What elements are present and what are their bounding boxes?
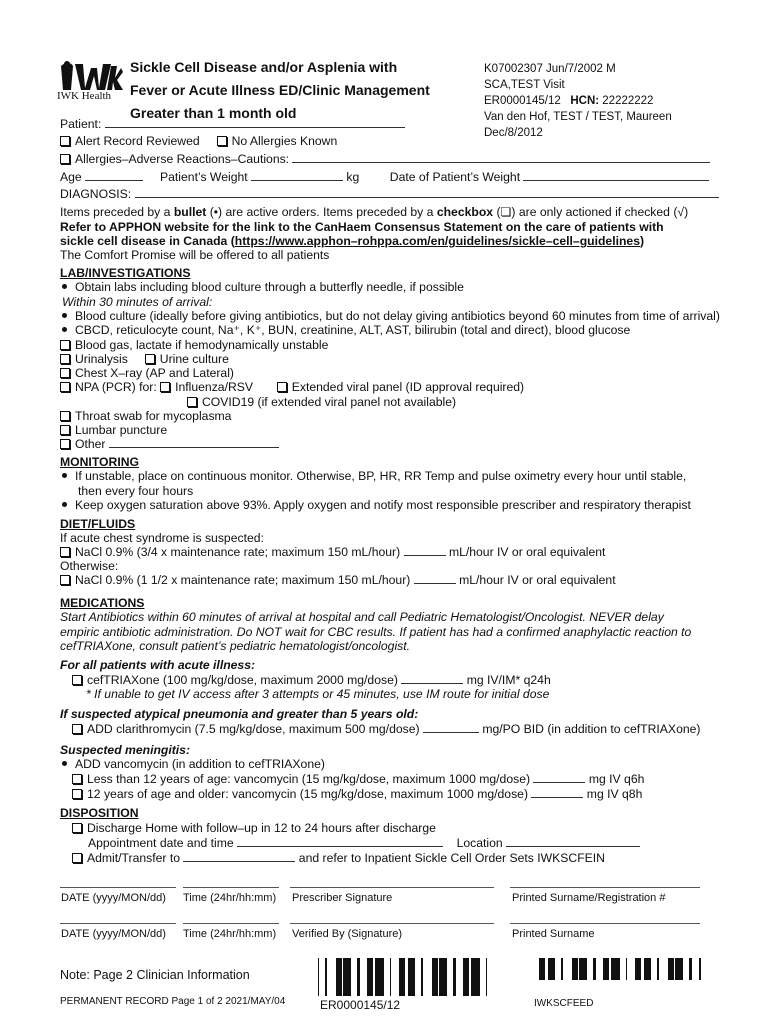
patient-label-line3	[484, 93, 672, 109]
time-label: Time (24hr/hh:mm)	[183, 928, 277, 940]
age-line[interactable]	[85, 170, 143, 181]
lab-item	[60, 280, 464, 295]
permanent-record-label: PERMANENT RECORD Page 1 of 2 2021/MAY/04	[60, 996, 286, 1007]
urine-culture-checkbox[interactable]	[145, 354, 155, 364]
bullet-icon	[62, 502, 67, 507]
nacl-other-rate-line[interactable]	[414, 573, 456, 584]
weight-date-label: Date of Patient’s Weight	[389, 170, 521, 184]
throat-swab-checkbox[interactable]	[60, 411, 70, 421]
medication-text: ADD vancomycin (in addition to cefTRIAXone)	[75, 757, 325, 771]
visit-barcode-icon	[318, 958, 490, 996]
time-signature-line[interactable]	[183, 887, 279, 888]
monitoring-item-cont: then every four hours	[78, 484, 194, 498]
influenza-checkbox[interactable]	[160, 382, 170, 392]
disposition-heading: DISPOSITION	[60, 806, 139, 820]
lab-item-text: NPA (PCR) for:	[75, 380, 157, 394]
monitoring-heading: MONITORING	[60, 455, 139, 469]
disposition-text: Admit/Transfer to	[87, 851, 181, 865]
lab-item-text: Blood culture (ideally before giving antibiotics, but do not delay giving antibiotics beyond 60 minutes from time of arrival)	[75, 309, 720, 323]
no-allergies-checkbox[interactable]	[217, 136, 227, 146]
medication-note: * If unable to get IV access after 3 attempts or 45 minutes, use IM route for initial dose	[86, 687, 550, 701]
alert-row	[60, 134, 337, 149]
bullet-icon	[62, 473, 67, 478]
location-line[interactable]	[506, 836, 640, 847]
extended-panel-checkbox[interactable]	[277, 382, 287, 392]
lab-item-text: Urinalysis	[75, 352, 128, 366]
appointment-line[interactable]	[237, 836, 443, 847]
verified-signature-line[interactable]	[290, 923, 494, 924]
page2-note: Note: Page 2 Clinician Information	[60, 968, 250, 982]
vancomycin-over12-dose-line[interactable]	[531, 787, 583, 798]
diet-item-text: NaCl 0.9% (1 1/2 x maintenance rate; maximum 150 mL/hour)	[75, 573, 411, 587]
medications-instruction: empiric antibiotic administration. Do NOT wait for CBC results. If patient has had a confirmed anaphylactic reaction to	[60, 625, 692, 639]
bullet-icon	[62, 327, 67, 332]
diet-item-text: mL/hour IV or oral equivalent	[448, 545, 606, 559]
medications-instruction: Start Antibiotics within 60 minutes of arrival at hospital and call Pediatric Hematologist/Oncologist. NEVER delay	[60, 610, 664, 624]
form-title	[130, 56, 430, 125]
medication-text: mg IV q8h	[586, 787, 643, 801]
lab-item	[187, 395, 456, 410]
monitoring-item	[60, 498, 691, 513]
diagnosis-line[interactable]	[135, 187, 719, 198]
disposition-item	[88, 836, 640, 851]
medications-heading: MEDICATIONS	[60, 596, 145, 610]
weight-date-line[interactable]	[523, 170, 709, 181]
lab-item	[60, 366, 234, 381]
disposition-text: Location	[456, 836, 503, 850]
printed-surname-line[interactable]	[510, 887, 700, 888]
medication-item	[72, 722, 700, 737]
lab-item	[60, 323, 630, 338]
medication-text: cefTRIAXone (100 mg/kg/dose, maximum 2000 mg/dose)	[87, 673, 398, 687]
disposition-text: Discharge Home with follow–up in 12 to 24 hours after discharge	[87, 821, 436, 835]
visit-barcode-text: ER0000145/12	[320, 998, 401, 1012]
monitoring-text: If unstable, place on continuous monitor. Otherwise, BP, HR, RR Temp and pulse oximetry every hour until stable,	[75, 469, 687, 483]
medication-text: mg/PO BID (in addition to cefTRIAXone)	[482, 722, 701, 736]
lab-item	[60, 409, 231, 424]
medication-text: ADD clarithromycin (7.5 mg/kg/dose, maximum 500 mg/dose)	[87, 722, 420, 736]
lab-item-text: Chest X–ray (AP and Lateral)	[75, 366, 234, 380]
patient-field-label: Patient:	[60, 117, 102, 131]
allergies-line[interactable]	[292, 152, 710, 163]
medication-item	[60, 757, 325, 772]
lab-item-text: CBCD, reticulocyte count, Na⁺, K⁺, BUN, creatinine, ALT, AST, bilirubin (total and direct), blood glucose	[75, 323, 631, 337]
intro-bold-checkbox: checkbox	[436, 205, 494, 219]
lab-item-text: Extended viral panel (ID approval required)	[291, 380, 525, 394]
medications-subheading: If suspected atypical pneumonia and greater than 5 years old:	[60, 707, 419, 721]
medication-text: Less than 12 years of age: vancomycin (15 mg/kg/dose, maximum 1000 mg/dose)	[87, 772, 531, 786]
printed-surname-label: Printed Surname	[512, 928, 595, 940]
medications-subheading: Suspected meningitis:	[60, 743, 191, 757]
lab-item	[60, 309, 720, 324]
weight-label: Patient’s Weight	[160, 170, 248, 184]
patient-label-line1: K07002307 Jun/7/2002 M	[484, 63, 616, 75]
disposition-item	[72, 851, 605, 866]
patient-label-line4: Van den Hof, TEST / TEST, Maureen	[484, 111, 672, 123]
medication-item	[72, 673, 551, 688]
lab-item-text: Lumbar puncture	[75, 423, 168, 437]
intro-line4: The Comfort Promise will be offered to all patients	[60, 248, 330, 262]
nacl-acs-checkbox[interactable]	[60, 547, 70, 557]
medication-text: mg IV/IM* q24h	[466, 673, 551, 687]
ceftriaxone-checkbox[interactable]	[72, 675, 82, 685]
bullet-icon	[62, 761, 67, 766]
prescriber-signature-label: Prescriber Signature	[292, 892, 393, 904]
lab-heading: LAB/INVESTIGATIONS	[60, 266, 191, 280]
prescriber-signature-line[interactable]	[290, 887, 494, 888]
verified-surname-line[interactable]	[510, 923, 700, 924]
diet-item	[60, 545, 605, 560]
kg-label: kg	[346, 170, 360, 184]
hcn-label: HCN:	[570, 95, 600, 107]
lab-item-text: Throat swab for mycoplasma	[75, 409, 232, 423]
alert-record-checkbox[interactable]	[60, 136, 70, 146]
date-verified-line[interactable]	[60, 923, 176, 924]
lab-item	[60, 380, 524, 395]
allergies-row	[60, 152, 710, 167]
medication-text: mg IV q6h	[588, 772, 645, 786]
diagnosis-label: DIAGNOSIS:	[60, 187, 132, 201]
patient-label-line2: SCA,TEST Visit	[484, 79, 565, 91]
covid-checkbox[interactable]	[187, 397, 197, 407]
medication-item	[72, 787, 642, 802]
patient-label	[484, 61, 672, 141]
diet-text: Otherwise:	[60, 559, 119, 573]
diet-heading: DIET/FLUIDS	[60, 517, 136, 531]
medication-item	[72, 772, 644, 787]
patient-label-line5: Dec/8/2012	[484, 127, 543, 139]
lab-item-text: Other	[75, 437, 106, 451]
admit-transfer-line[interactable]	[183, 851, 295, 862]
no-allergies-label: No Allergies Known	[231, 134, 338, 148]
monitoring-item	[60, 469, 686, 484]
intro-text: (❏) are only actioned if checked (√)	[493, 205, 689, 219]
intro-text: (•) are active orders. Items preceded by a	[206, 205, 437, 219]
npa-checkbox[interactable]	[60, 382, 70, 392]
chest-xray-checkbox[interactable]	[60, 368, 70, 378]
lab-item	[60, 437, 279, 452]
lab-item	[60, 423, 167, 438]
date-label: DATE (yyyy/MON/dd)	[61, 928, 166, 940]
medication-text: 12 years of age and older: vancomycin (15 mg/kg/dose, maximum 1000 mg/dose)	[87, 787, 529, 801]
medications-instruction: cefTRIAXone, consult patient’s pediatric hematologist/oncologist.	[60, 639, 411, 653]
time-label: Time (24hr/hh:mm)	[183, 892, 277, 904]
lab-item-text: Blood gas, lactate if hemodynamically unstable	[75, 338, 329, 352]
lab-item-text: COVID19 (if extended viral panel not available)	[202, 395, 457, 409]
lab-item	[60, 352, 229, 367]
intro-line2: Refer to APPHON website for the link to the CanHaem Consensus Statement on the care of patients with	[60, 220, 664, 234]
allergies-checkbox[interactable]	[60, 154, 70, 164]
verified-signature-label: Verified By (Signature)	[292, 928, 403, 940]
other-checkbox[interactable]	[60, 439, 70, 449]
diagnosis-row	[60, 187, 719, 202]
hcn-value: 22222222	[602, 95, 654, 107]
lab-item-text: Obtain labs including blood culture through a butterfly needle, if possible	[75, 280, 464, 294]
intro-text: )	[640, 234, 645, 248]
diet-text: If acute chest syndrome is suspected:	[60, 531, 264, 545]
diet-item-text: NaCl 0.9% (3/4 x maintenance rate; maximum 150 mL/hour)	[75, 545, 401, 559]
blood-gas-checkbox[interactable]	[60, 340, 70, 350]
vancomycin-over12-checkbox[interactable]	[72, 789, 82, 799]
form-barcode-text: IWKSCFEED	[534, 998, 594, 1009]
bullet-icon	[62, 284, 67, 289]
diet-item-text: mL/hour IV or oral equivalent	[459, 573, 616, 587]
age-weight-row	[60, 170, 709, 185]
bullet-icon	[62, 313, 67, 318]
ceftriaxone-dose-line[interactable]	[401, 673, 463, 684]
visit-number: ER0000145/12	[484, 95, 561, 107]
clarithromycin-dose-line[interactable]	[423, 722, 479, 733]
vancomycin-under12-checkbox[interactable]	[72, 774, 82, 784]
vancomycin-under12-dose-line[interactable]	[533, 772, 585, 783]
guidelines-link[interactable]: https://www.apphon–rohppa.com/en/guidelines/sickle–cell–guidelines	[234, 234, 640, 248]
lumbar-puncture-checkbox[interactable]	[60, 425, 70, 435]
lab-item-text: Urine culture	[159, 352, 229, 366]
monitoring-text: Keep oxygen saturation above 93%. Apply oxygen and notify most responsible prescriber and respiratory therapist	[75, 498, 691, 512]
intro-text: Items preceded by a	[60, 205, 174, 219]
patient-field	[60, 117, 405, 132]
nacl-acs-rate-line[interactable]	[404, 545, 446, 556]
disposition-text: Appointment date and time	[88, 836, 234, 850]
lab-item	[60, 338, 328, 353]
date-label: DATE (yyyy/MON/dd)	[61, 892, 166, 904]
diet-item	[60, 573, 616, 588]
form-title-line3: Greater than 1 month old	[130, 105, 297, 121]
patient-name-line[interactable]	[105, 117, 405, 128]
intro-line3	[60, 234, 644, 249]
clarithromycin-checkbox[interactable]	[72, 724, 82, 734]
lab-item-text: Influenza/RSV	[175, 380, 254, 394]
discharge-checkbox[interactable]	[72, 823, 82, 833]
form-title-line2: Fever or Acute Illness ED/Clinic Management	[130, 82, 430, 98]
logo-text: IWK Health	[57, 90, 112, 102]
alert-record-label: Alert Record Reviewed	[75, 134, 200, 148]
allergies-label: Allergies–Adverse Reactions–Cautions:	[75, 152, 290, 166]
weight-line[interactable]	[251, 170, 343, 181]
nacl-other-checkbox[interactable]	[60, 575, 70, 585]
form-barcode-icon	[533, 958, 701, 980]
intro-text: sickle cell disease in Canada (	[60, 234, 235, 248]
age-label: Age	[60, 170, 82, 184]
urinalysis-checkbox[interactable]	[60, 354, 70, 364]
time-verified-line[interactable]	[183, 923, 279, 924]
intro-line1	[60, 205, 688, 220]
lab-subheading: Within 30 minutes of arrival:	[62, 295, 213, 309]
disposition-item	[72, 821, 436, 836]
other-line[interactable]	[109, 437, 279, 448]
printed-surname-label: Printed Surname/Registration #	[512, 892, 666, 904]
disposition-text: and refer to Inpatient Sickle Cell Order Sets IWKSCFEIN	[298, 851, 605, 865]
medications-subheading: For all patients with acute illness:	[60, 658, 256, 672]
intro-bold-bullet: bullet	[173, 205, 207, 219]
admit-transfer-checkbox[interactable]	[72, 853, 82, 863]
form-title-line1: Sickle Cell Disease and/or Asplenia with	[130, 59, 398, 75]
date-signature-line[interactable]	[60, 887, 176, 888]
